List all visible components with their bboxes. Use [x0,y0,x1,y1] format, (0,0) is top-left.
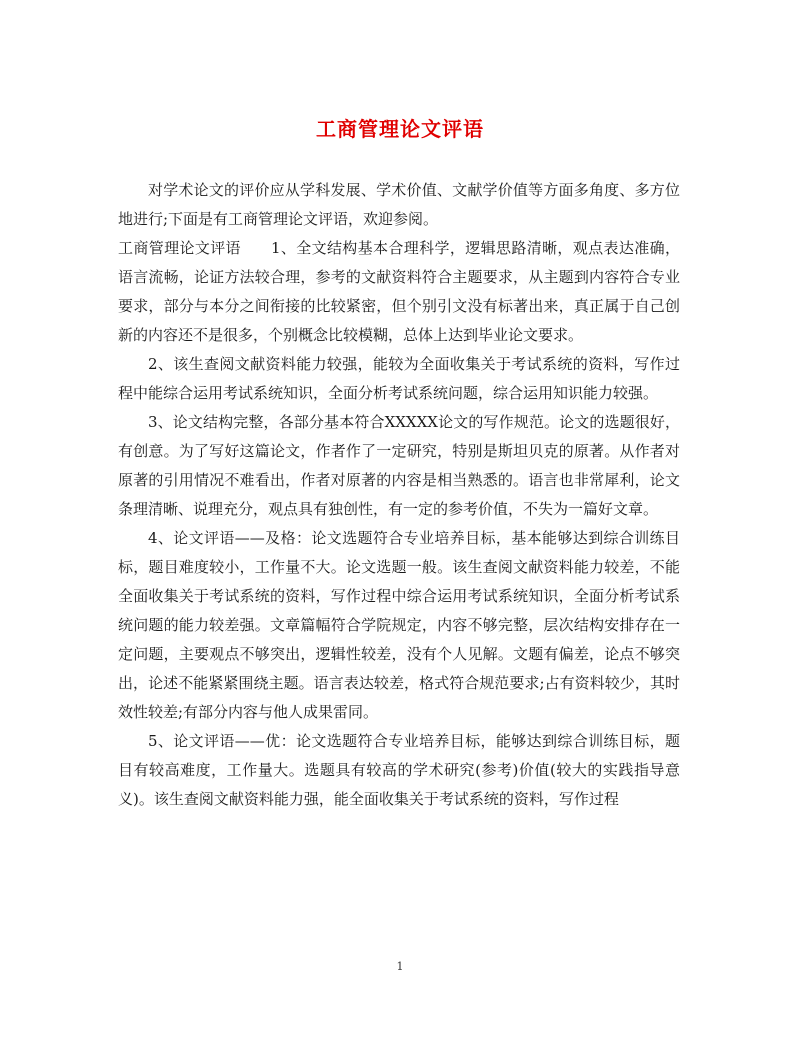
comment-1-text: 1、全文结构基本合理科学，逻辑思路清晰，观点表达准确，语言流畅，论证方法较合理，参考的文献资料符合主题要求，从主题到内容符合专业要求，部分与本分之间衔接的比较紧密，但个别引文没有标著出来，真正属于自己创新的内容还不是很多，个别概念比较模糊，总体上达到毕业论文要求。 [118,239,680,344]
comment-5-paragraph: 5、论文评语——优：论文选题符合专业培养目标，能够达到综合训练目标，题目有较高难度，工作量大。选题具有较高的学术研究(参考)价值(较大的实践指导意义)。该生查阅文献资料能力强，能全面收集关于考试系统的资料，写作过程 [118,732,680,808]
comment-4-paragraph: 4、论文评语——及格：论文选题符合专业培养目标，基本能够达到综合训练目标，题目难度较小，工作量不大。论文选题一般。该生查阅文献资料能力较差，不能全面收集关于考试系统的资料，写作过程中综合运用考试系统知识，全面分析考试系统问题的能力较差强。文章篇幅符合学院规定，内容不够完整，层次结构安排存在一定问题，主要观点不够突出，逻辑性较差，没有个人见解。文题有偏差，论点不够突出，论述不能紧紧围绕主题。语言表达较差，格式符合规范要求;占有资料较少，其时效性较差;有部分内容与他人成果雷同。 [118,529,680,721]
section-label: 工商管理论文评语 [118,239,241,257]
document-body [118,176,680,814]
first-comment-paragraph [118,234,680,350]
page-number: 1 [396,960,404,973]
comment-3-paragraph: 3、论文结构完整，各部分基本符合XXXXX论文的写作规范。论文的选题很好，有创意。为了写好这篇论文，作者作了一定研究，特别是斯坦贝克的原著。从作者对原著的引用情况不难看出，作者对原著的内容是相当熟悉的。语言也非常犀利，论文条理清晰、说理充分，观点具有独创性，有一定的参考价值，不失为一篇好文章。 [118,413,680,518]
page-title: 工商管理论文评语 [316,117,484,141]
comment-2-paragraph: 2、该生查阅文献资料能力较强，能较为全面收集关于考试系统的资料，写作过程中能综合运用考试系统知识，全面分析考试系统问题，综合运用知识能力较强。 [118,355,680,402]
intro-paragraph: 对学术论文的评价应从学科发展、学术价值、文献学价值等方面多角度、多方位地进行;下面是有工商管理论文评语，欢迎参阅。 [118,181,680,228]
